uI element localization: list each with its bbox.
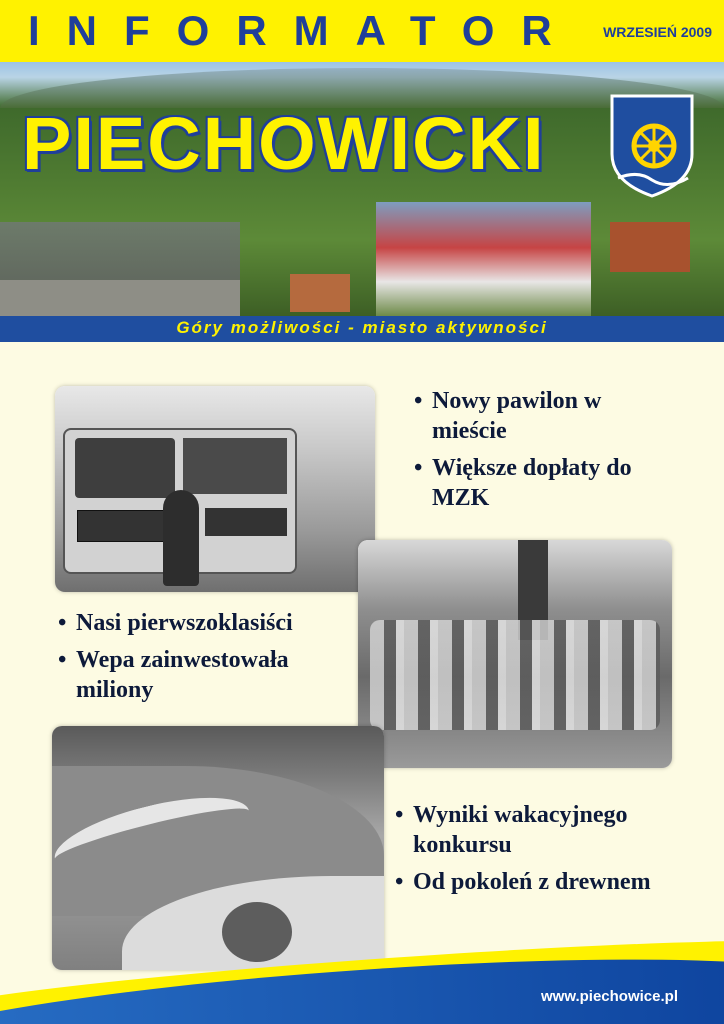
- bus-side-windows: [183, 438, 287, 494]
- article-list-2: [58, 608, 358, 712]
- article-headline[interactable]: • Nowy pawilon w mieście: [414, 386, 674, 446]
- children-group: [370, 620, 660, 730]
- street-photo: [0, 280, 240, 316]
- article-headline[interactable]: • Nasi pierwszoklasiści: [58, 608, 358, 638]
- article-headline[interactable]: • Wyniki wakacyjnego konkursu: [395, 800, 705, 860]
- article-headline[interactable]: • Większe dopłaty do MZK: [414, 453, 674, 513]
- article-headline[interactable]: • Od pokoleń z drewnem: [395, 867, 705, 897]
- cover-banner: [0, 62, 724, 316]
- first-graders-photo: [358, 540, 672, 768]
- bus-advert: [77, 510, 169, 542]
- house-roof: [290, 274, 350, 312]
- masthead-title: INFORMATOR: [28, 7, 579, 54]
- bus-photo: [55, 386, 375, 592]
- house-roof: [610, 222, 690, 272]
- article-list-1: [414, 386, 674, 520]
- footer-wave: [0, 930, 724, 1024]
- bus-advert: [205, 508, 287, 536]
- slogan-text: Góry możliwości - miasto aktywności: [176, 318, 548, 337]
- pedestrian: [163, 490, 199, 586]
- city-crest-icon: [608, 92, 696, 198]
- bus-window: [75, 438, 175, 498]
- article-list-3: [395, 800, 705, 904]
- article-headline[interactable]: • Wepa zainwestowała miliony: [58, 645, 358, 705]
- issue-date: WRZESIEŃ 2009: [603, 24, 712, 40]
- masthead-bar: [0, 0, 724, 62]
- banner-title: PIECHOWICKI: [22, 102, 546, 185]
- cycling-team-photo: [376, 202, 591, 316]
- website-link[interactable]: www.piechowice.pl: [541, 988, 678, 1005]
